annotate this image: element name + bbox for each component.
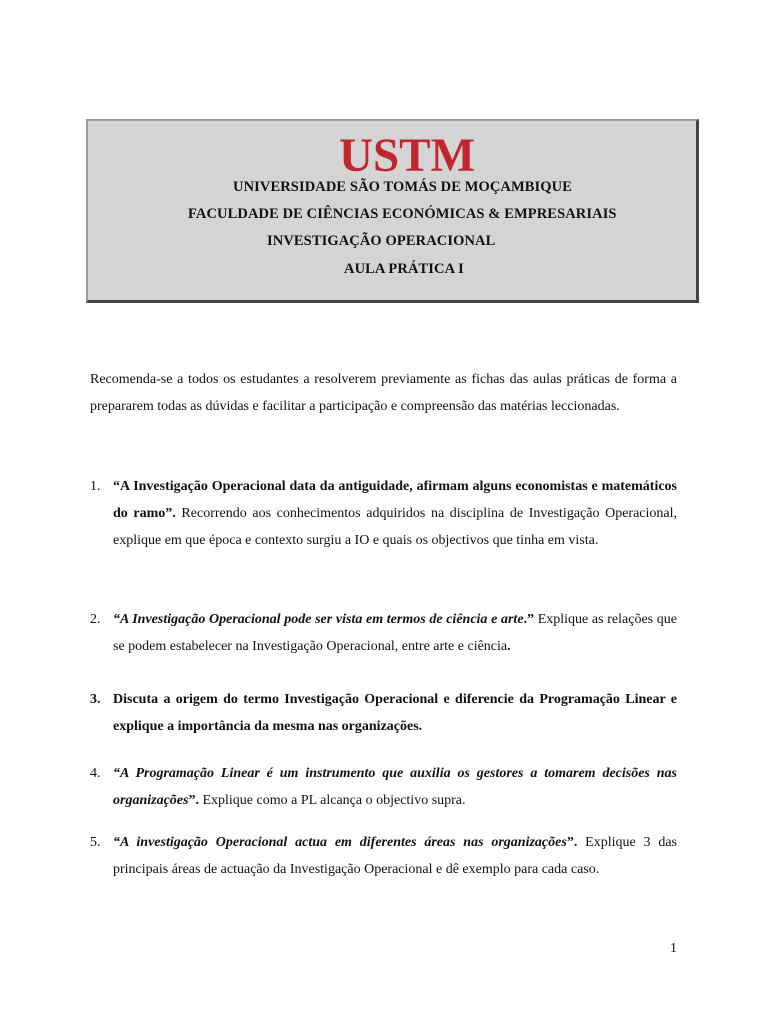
question-emphasis: “A Investigação Operacional data da antiguidade, afirmam alguns economistas e matemáticos do ramo”.	[113, 479, 677, 521]
university-name: UNIVERSIDADE SÃO TOMÁS DE MOÇAMBIQUE	[233, 179, 573, 195]
question-4	[113, 760, 677, 814]
question-number: 4.	[90, 766, 101, 781]
question-text-end: .	[507, 639, 511, 654]
page-number: 1	[670, 941, 677, 956]
question-emphasis-end: ”.	[188, 793, 199, 808]
question-text: Explique como a PL alcança o objectivo supra.	[198, 793, 466, 808]
question-emphasis-end: .”	[523, 612, 535, 627]
header-box	[86, 119, 699, 303]
session-title: AULA PRÁTICA I	[344, 261, 464, 277]
question-1	[113, 473, 677, 554]
ustm-logo	[337, 123, 477, 177]
logo-text: USTM	[339, 129, 475, 177]
course-name: INVESTIGAÇÃO OPERACIONAL	[267, 233, 496, 249]
question-text: Recorrendo aos conhecimentos adquiridos na disciplina de Investigação Operacional, explique em que época e contexto surgiu a IO e quais os objectivos que tinha em vista.	[113, 506, 677, 548]
question-text: Explique 3 das principais áreas de actuação da Investigação Operacional e dê exemplo para cada caso.	[113, 835, 677, 877]
question-emphasis: “A Programação Linear é um instrumento que auxilia os gestores a tomarem decisões nas organizações	[113, 766, 677, 808]
question-number: 5.	[90, 835, 101, 850]
question-5	[113, 829, 677, 883]
faculty-name: FACULDADE DE CIÊNCIAS ECONÓMICAS & EMPRESARIAIS	[188, 206, 617, 222]
question-3: Discuta a origem do termo Investigação Operacional e diferencie da Programação Linear e explique a importância da mesma nas organizações.	[113, 692, 677, 734]
intro-paragraph: Recomenda-se a todos os estudantes a resolverem previamente as fichas das aulas práticas de forma a prepararem todas as dúvidas e facilitar a participação e compreensão das matérias leccionadas.	[90, 372, 677, 414]
question-number: 2.	[90, 612, 101, 627]
question-text: Explique as relações que se podem estabelecer na Investigação Operacional, entre arte e ciência	[113, 612, 678, 654]
question-emphasis: “A investigação Operacional actua em diferentes áreas nas organizações	[113, 835, 567, 850]
question-emphasis: “A Investigação Operacional pode ser vista em termos de ciência e arte	[113, 612, 524, 627]
question-number: 3.	[90, 692, 101, 707]
question-2	[113, 606, 677, 660]
question-number: 1.	[90, 479, 101, 494]
question-emphasis-end: ”.	[566, 835, 578, 850]
